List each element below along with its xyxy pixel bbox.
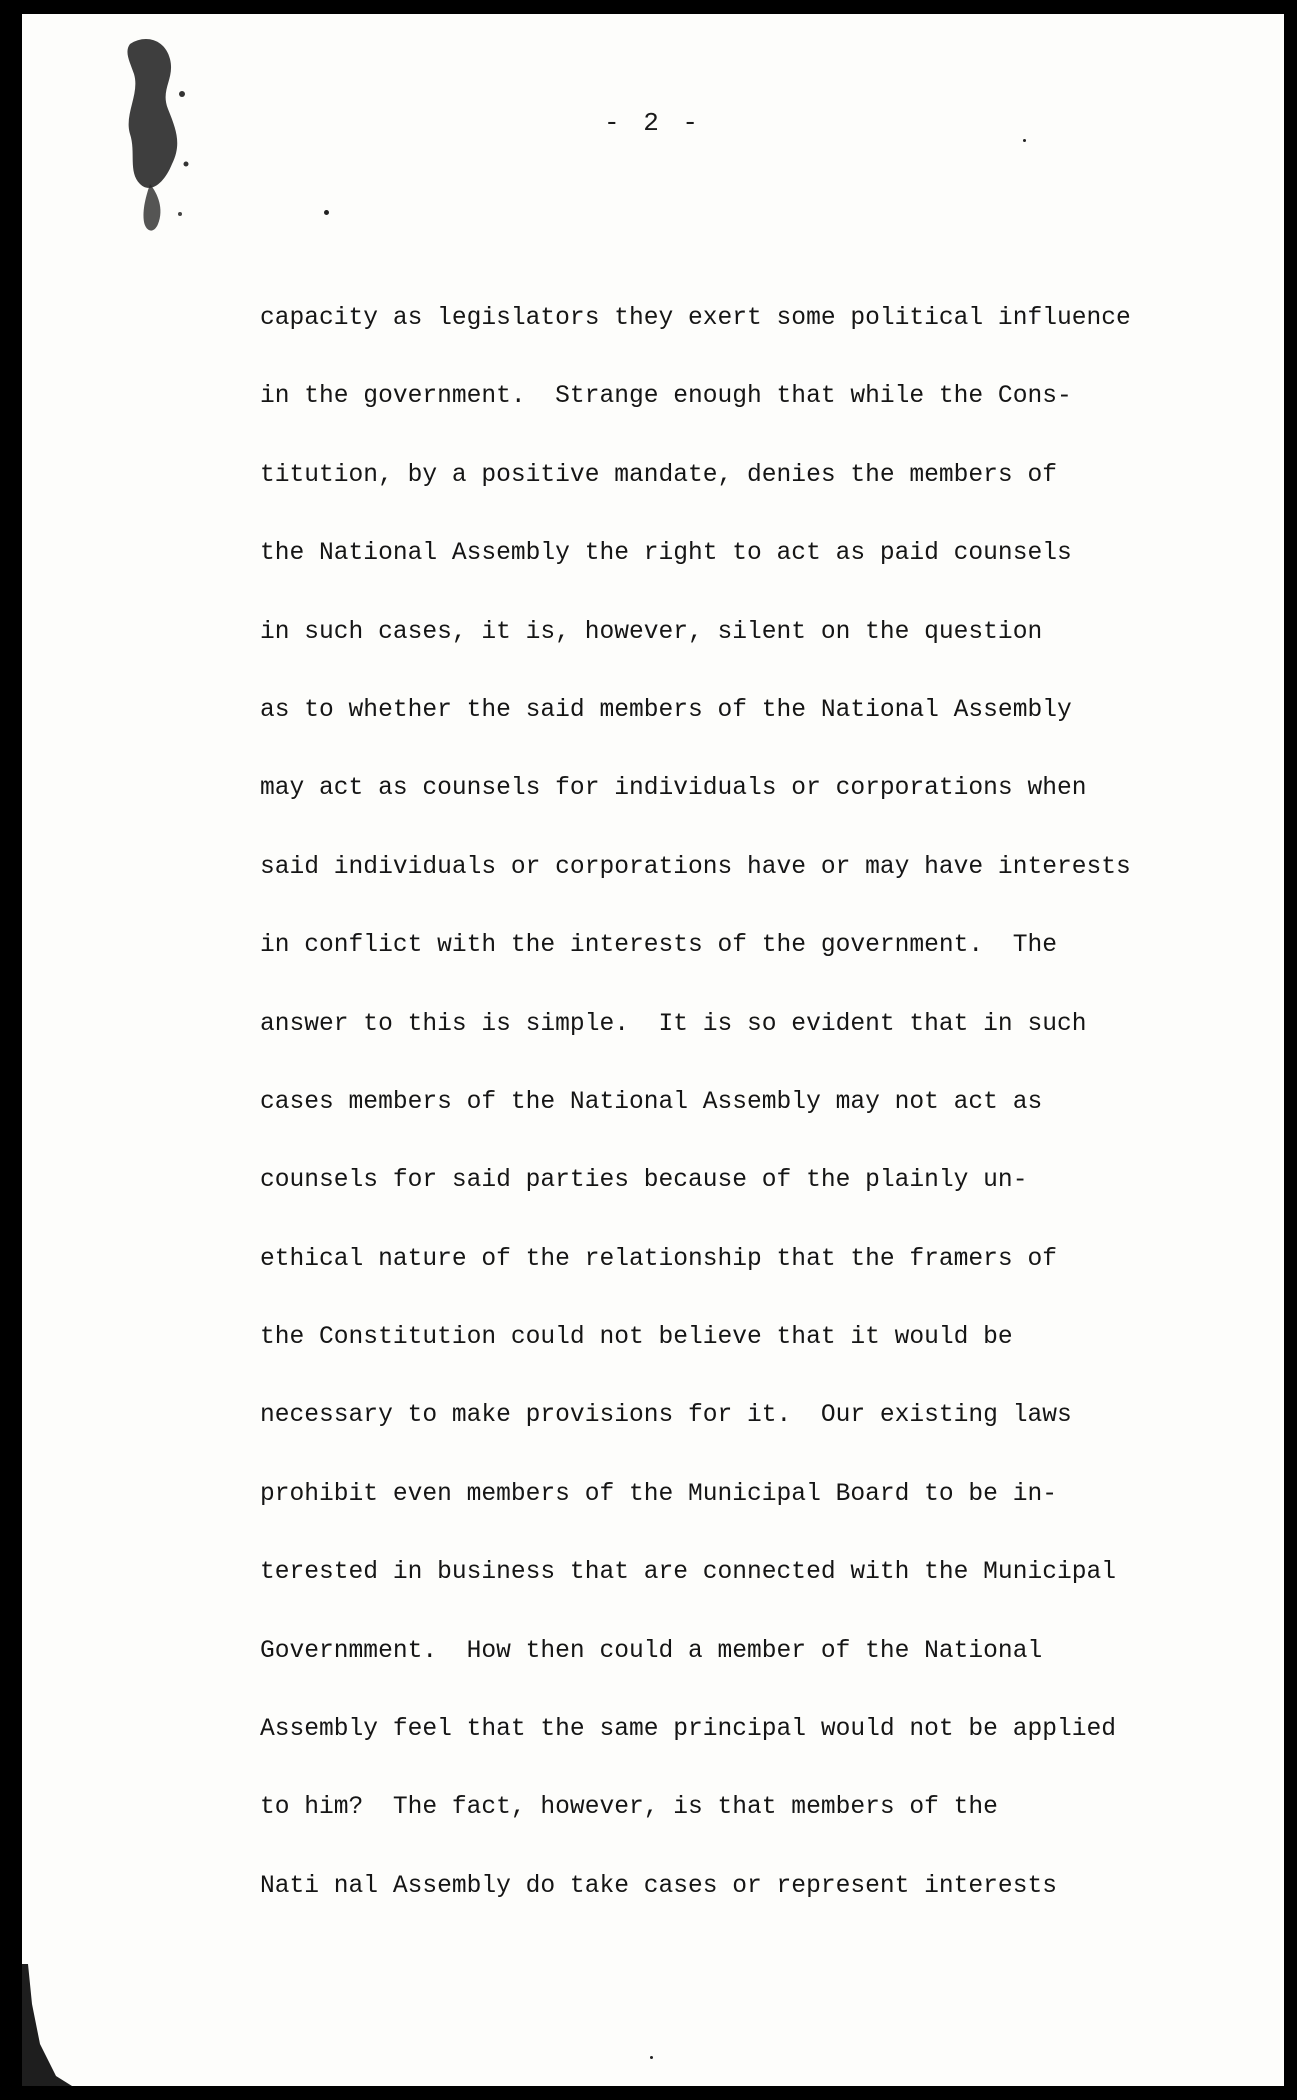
ink-smudge-mark	[120, 34, 192, 244]
text-line: as to whether the said members of the National Assembly	[260, 696, 1072, 724]
text-line: titution, by a positive mandate, denies the members of	[260, 461, 1057, 489]
text-line: the National Assembly the right to act as paid counsels	[260, 540, 1072, 568]
text-line: terested in business that are connected with the Municipal	[260, 1559, 1117, 1587]
document-page	[22, 14, 1284, 2086]
stray-mark	[1023, 139, 1026, 142]
text-line: in conflict with the interests of the government. The	[260, 932, 1057, 960]
text-line: to him? The fact, however, is that members of the	[260, 1794, 998, 1822]
text-line: Assembly feel that the same principal would not be applied	[260, 1716, 1117, 1744]
text-line: ethical nature of the relationship that the framers of	[260, 1245, 1057, 1273]
text-line: answer to this is simple. It is so evident that in such	[260, 1010, 1087, 1038]
text-line: in the government. Strange enough that while the Cons-	[260, 383, 1072, 411]
stray-mark	[324, 210, 329, 215]
typed-body-text	[260, 280, 1240, 1926]
text-line: the Constitution could not believe that it would be	[260, 1324, 1013, 1352]
text-line: may act as counsels for individuals or corporations when	[260, 775, 1087, 803]
text-line: cases members of the National Assembly may not act as	[260, 1088, 1043, 1116]
page-number: - 2 -	[603, 108, 702, 138]
stray-mark	[650, 2056, 653, 2059]
text-line: capacity as legislators they exert some political influence	[260, 305, 1131, 332]
text-line: said individuals or corporations have or may have interests	[260, 853, 1131, 881]
page-edge-mark	[22, 1964, 72, 2086]
text-line: necessary to make provisions for it. Our existing laws	[260, 1402, 1072, 1430]
text-line: Governmment. How then could a member of the National	[260, 1637, 1043, 1665]
text-line: in such cases, it is, however, silent on the question	[260, 618, 1043, 646]
text-line: counsels for said parties because of the plainly un-	[260, 1167, 1028, 1195]
text-line: Nati nal Assembly do take cases or represent interests	[260, 1872, 1057, 1900]
text-line: prohibit even members of the Municipal Board to be in-	[260, 1480, 1057, 1508]
